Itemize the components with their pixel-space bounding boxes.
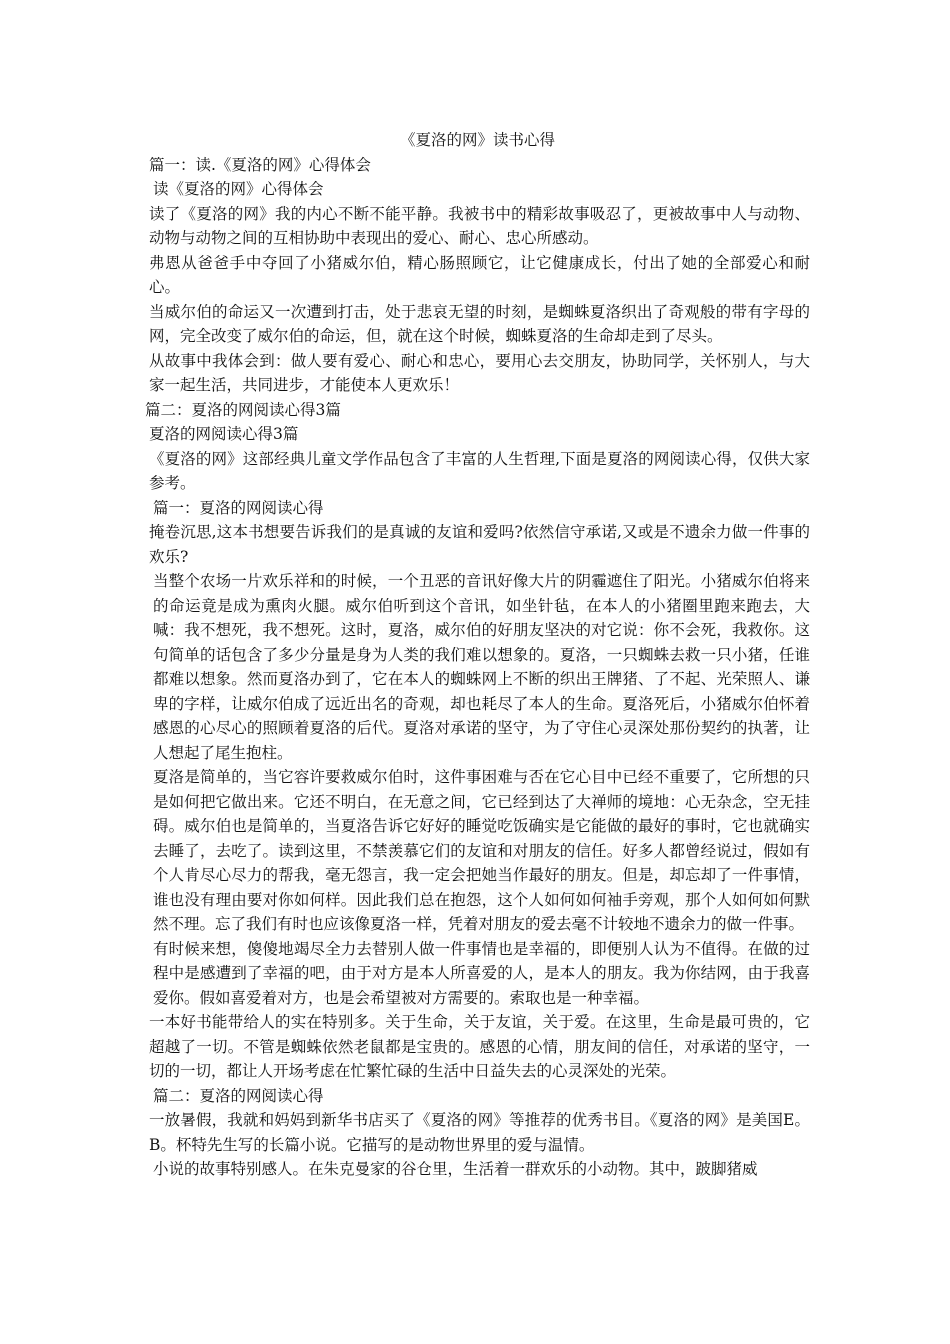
paragraph: 读了《夏洛的网》我的内心不断不能平静。我被书中的精彩故事吸忍了，更被故事中人与动物、动物与动物之间的互相协助中表现出的爱心、耐心、忠心所感动。 [149, 204, 810, 247]
paragraph: 读《夏洛的网》心得体会 [153, 180, 324, 198]
paragraph: 夏洛的网阅读心得3篇 [149, 425, 299, 443]
paragraph: 《夏洛的网》这部经典儿童文学作品包含了丰富的人生哲理,下面是夏洛的网阅读心得，仅供大家参考。 [149, 449, 810, 492]
paragraph: 小说的故事特别感人。在朱克曼家的谷仓里，生活着一群欢乐的小动物。其中，跛脚猪威 [153, 1160, 758, 1178]
paragraph: 篇二：夏洛的网阅读心得3篇 [145, 400, 341, 419]
paragraph: 弗恩从爸爸手中夺回了小猪威尔伯，精心肠照顾它，让它健康成长，付出了她的全部爱心和耐心。 [149, 253, 810, 296]
paragraph: 篇一：读.《夏洛的网》心得体会 [149, 155, 371, 174]
paragraph: 篇二：夏洛的网阅读心得 [153, 1086, 324, 1105]
paragraph: 当整个农场一片欢乐祥和的时候，一个丑恶的音讯好像大片的阴霾遮住了阳光。小猪威尔伯将来的命运竟是成为熏肉火腿。威尔伯听到这个音讯，如坐针毡，在本人的小猪圈里跑来跑去，大喊：我不想死，我不想死。这时，夏洛，威尔伯的好朋友坚决的对它说：你不会死，我救你。这句简单的话包含了多少分量是身为人类的我们难以想象的。夏洛，一只蜘蛛去救一只小猪，任谁都难以想象。然而夏洛办到了，它在本人的蜘蛛网上不断的织出王牌猪、了不起、光荣照人、谦卑的字样，让威尔伯成了远近出名的奇观，却也耗尽了本人的生命。夏洛死后，小猪威尔伯怀着感恩的心尽心的照顾着夏洛的后代。夏洛对承诺的坚守，为了守住心灵深处那份契约的执著，让人想起了尾生抱柱。 [153, 572, 810, 762]
document-body [145, 128, 810, 1182]
paragraph: 当威尔伯的命运又一次遭到打击，处于悲哀无望的时刻，是蜘蛛夏洛织出了奇观般的带有字母的网，完全改变了威尔伯的命运，但，就在这个时候，蜘蛛夏洛的生命却走到了尽头。 [149, 302, 810, 345]
paragraph: 夏洛是简单的，当它容许要救威尔伯时，这件事困难与否在它心目中已经不重要了，它所想的只是如何把它做出来。它还不明白，在无意之间，它已经到达了大禅师的境地：心无杂念，空无挂碍。威尔伯也是简单的，当夏洛告诉它好好的睡觉吃饭确实是它能做的最好的事时，它也就确实去睡了，去吃了。读到这里，不禁羡慕它们的友谊和对朋友的信任。好多人都曾经说过，假如有个人肯尽心尽力的帮我，毫无怨言，我一定会把她当作最好的朋友。但是，却忘却了一件事情，谁也没有理由要对你如何样。因此我们总在抱怨，这个人如何如何袖手旁观，那个人如何如何默然不理。忘了我们有时也应该像夏洛一样，凭着对朋友的爱去毫不计较地不遗余力的做一件事。 [153, 768, 810, 933]
paragraph: 从故事中我体会到：做人要有爱心、耐心和忠心，要用心去交朋友，协助同学，关怀别人，与大家一起生活，共同进步，才能使本人更欢乐！ [149, 351, 810, 394]
document-title: 《夏洛的网》读书心得 [399, 131, 555, 149]
paragraph-list [145, 153, 810, 1182]
paragraph: 有时候来想，傻傻地竭尽全力去替别人做一件事情也是幸福的，即便别人认为不值得。在做的过程中是感遭到了幸福的吧，由于对方是本人所喜爱的人，是本人的朋友。我为你结网，由于我喜爱你。假如喜爱着对方，也是会希望被对方需要的。索取也是一种幸福。 [153, 939, 810, 1007]
paragraph: 掩卷沉思,这本书想要告诉我们的是真诚的友谊和爱吗?依然信守承诺,又或是不遗余力做一件事的欢乐? [149, 523, 810, 566]
paragraph: 一本好书能带给人的实在特别多。关于生命，关于友谊，关于爱。在这里，生命是最可贵的，它超越了一切。不管是蜘蛛依然老鼠都是宝贵的。感恩的心情，朋友间的信任，对承诺的坚守，一切的一切，都让人开场考虑在忙繁忙碌的生活中日益失去的心灵深处的光荣。 [149, 1013, 810, 1080]
paragraph: 篇一：夏洛的网阅读心得 [153, 498, 324, 517]
paragraph: 一放暑假，我就和妈妈到新华书店买了《夏洛的网》等推荐的优秀书目。《夏洛的网》是美国E。B。杯特先生写的长篇小说。它描写的是动物世界里的爱与温情。 [149, 1111, 810, 1154]
